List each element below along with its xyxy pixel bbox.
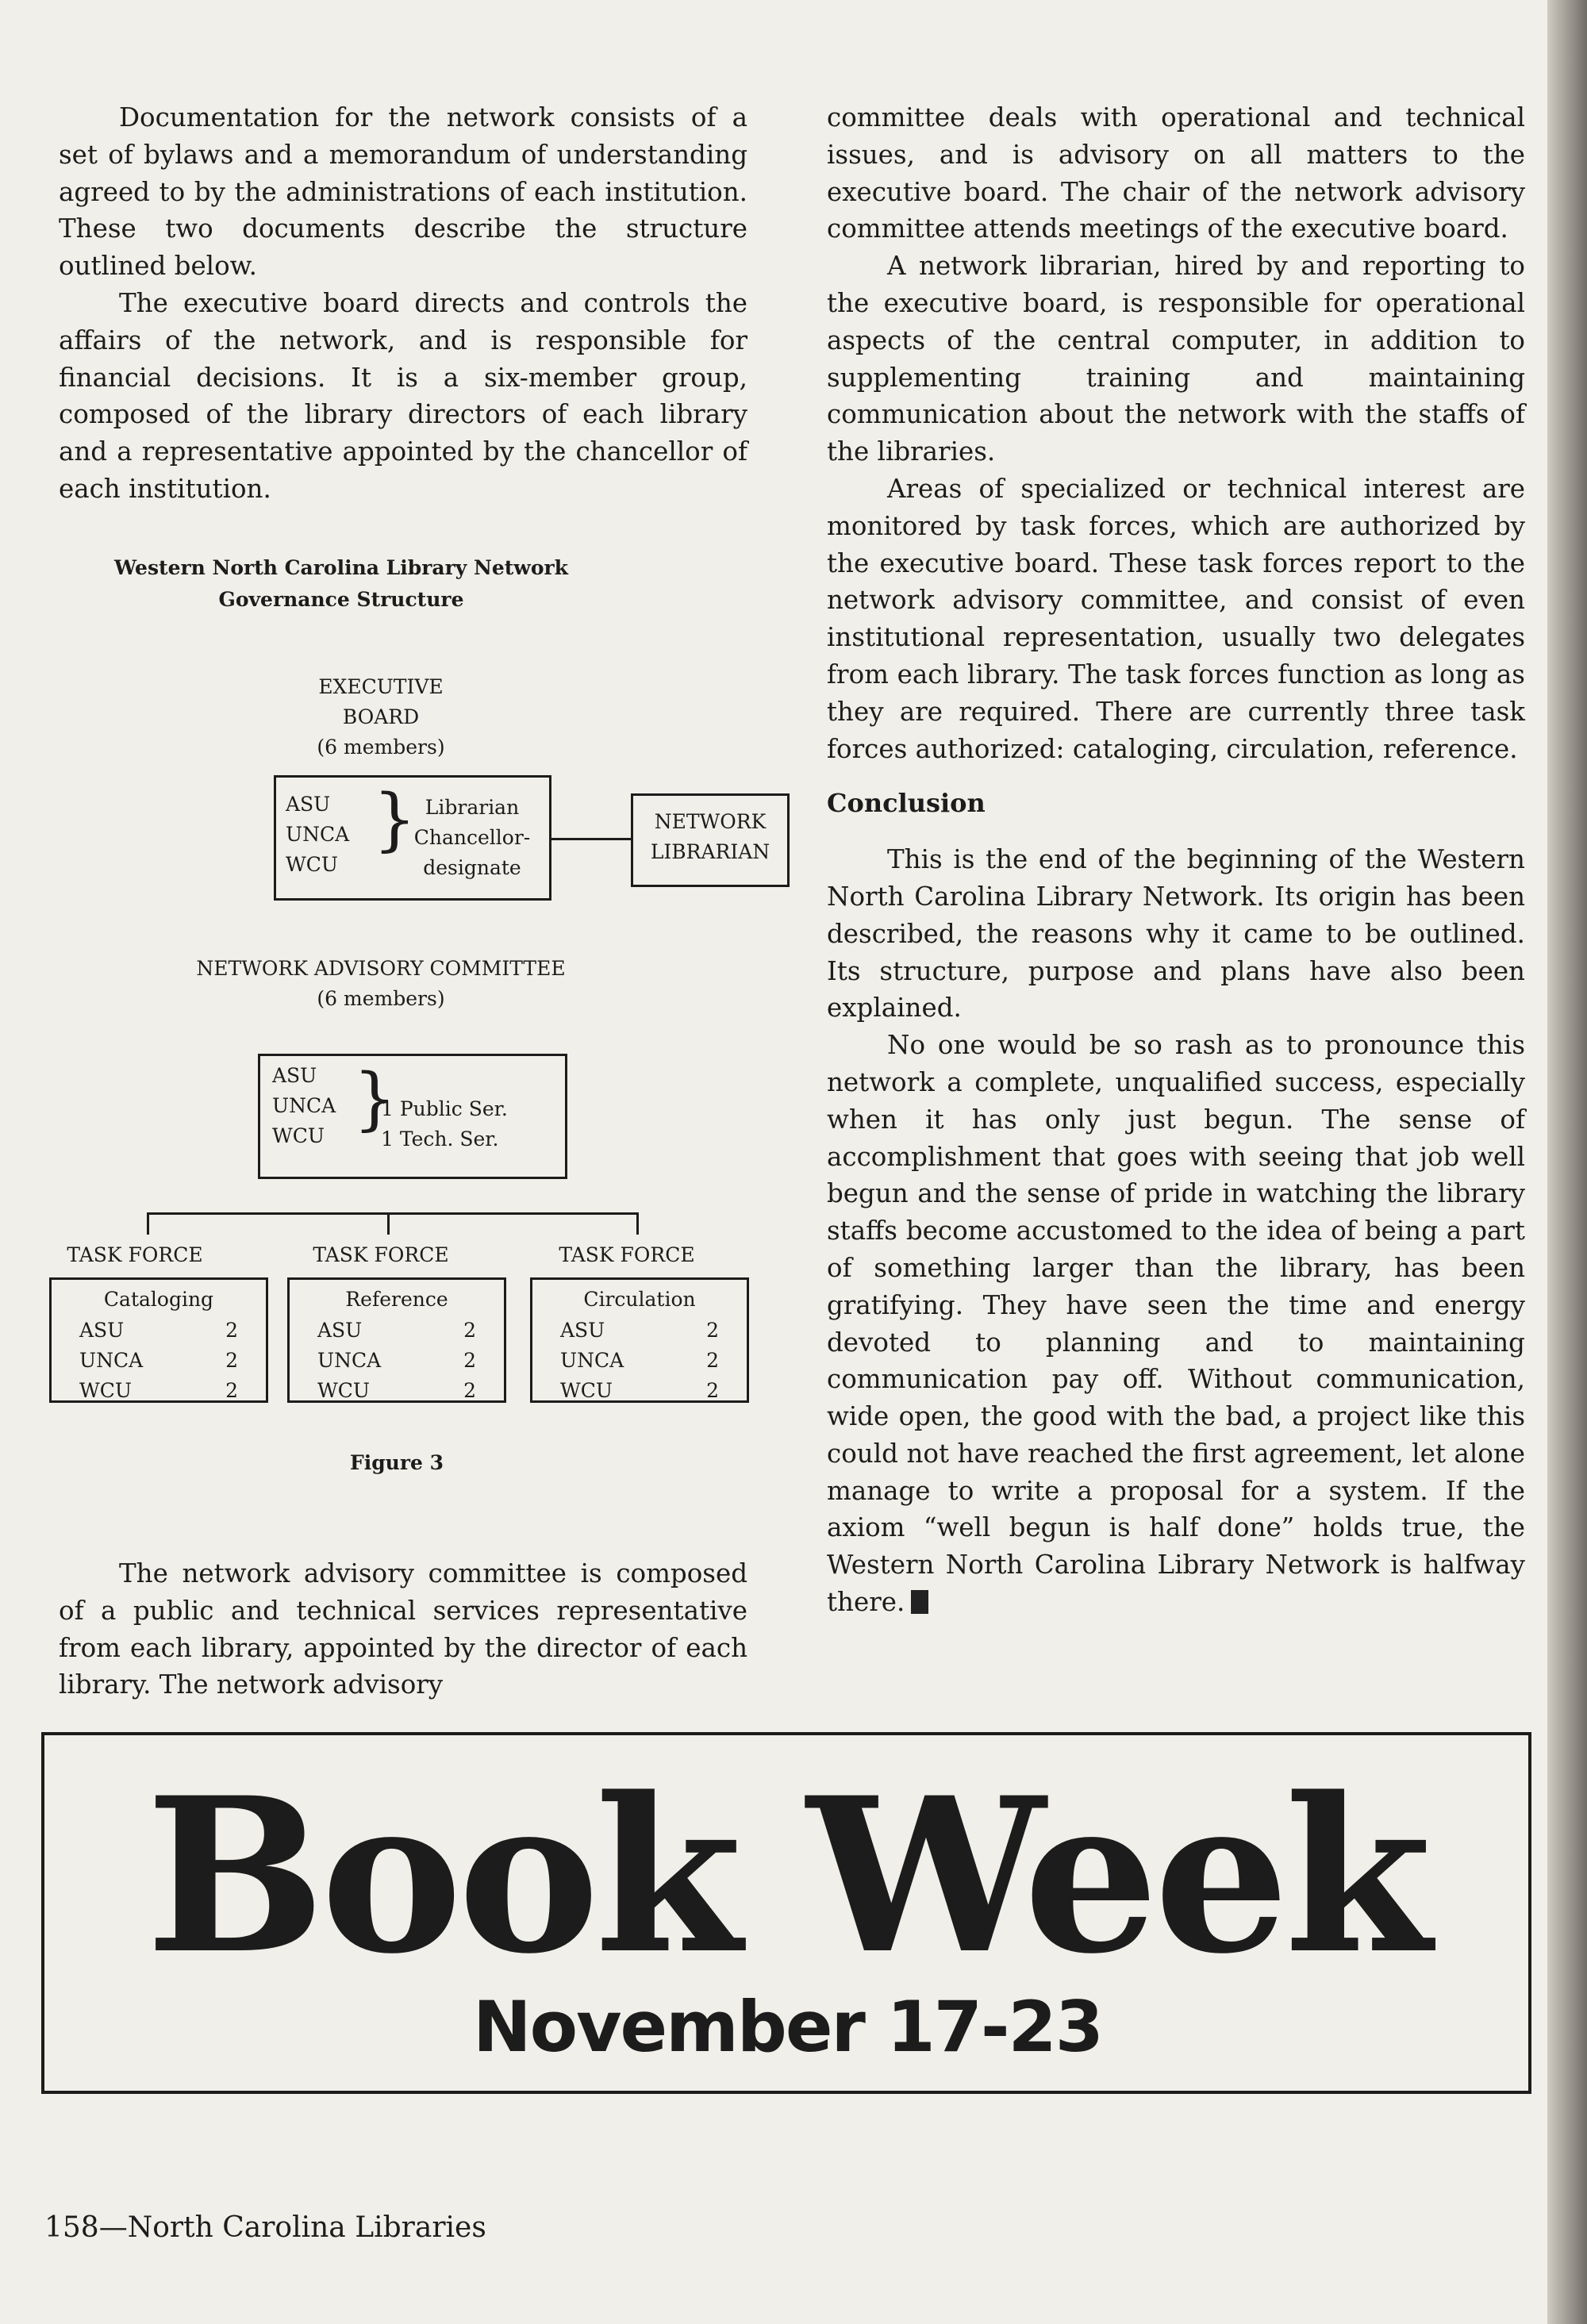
task-force-count: 2 [225, 1349, 238, 1372]
task-force-name-2: Reference [345, 1288, 448, 1311]
advisory-role-1: 1 Public Ser. [381, 1097, 508, 1120]
advisory-inst-1: ASU [272, 1064, 317, 1087]
banner-date: November 17-23 [473, 1986, 1103, 2068]
network-librarian-line-2: LIBRARIAN [650, 840, 770, 863]
exec-inst-2: UNCA [286, 823, 350, 846]
left-column [59, 99, 747, 508]
task-force-count: 2 [706, 1379, 719, 1402]
page-edge-shadow [1547, 0, 1587, 2324]
task-force-label-3: TASK FORCE [559, 1243, 695, 1266]
task-force-row [317, 1316, 476, 1346]
governance-diagram [48, 555, 770, 1523]
right-paragraph-2: A network librarian, hired by and reporting to the executive board, is responsible for operational aspects of the central computer, in addition to supplementing training and maintaining communication about the network with the staffs of the libraries. [827, 251, 1525, 467]
right-paragraph-5 [827, 1027, 1525, 1621]
exec-role-3: designate [423, 856, 521, 879]
task-force-inst: WCU [79, 1379, 132, 1402]
advisory-inst-3: WCU [272, 1124, 325, 1147]
task-force-connector-left [147, 1212, 149, 1235]
task-force-connector-middle [387, 1212, 390, 1235]
right-paragraph-5-text: No one would be so rash as to pronounce this network a complete, unqualified success, especially when it has only just begun. The sense of accomplishment that goes with seeing that job well begun and the sense of pride in watching the library staffs become accustomed to the idea of being a part of something larger than the library, has been gratifying. They have seen the time and energy devoted to planning and to maintaining communication pay off. Without communication, wide open, the good with the bad, a project like this could not have reached the first agreement, let alone manage to write a proposal for a system. If the axiom “well begun is half done” holds true, the Western North Carolina Library Network is halfway there. [827, 1030, 1525, 1618]
left-bottom-text [59, 1555, 747, 1704]
right-paragraph-3: Areas of specialized or technical interest are monitored by task forces, which are authorized by the executive board. These task forces report to the network advisory committee, and consist of even institutional representation, usually two delegates from each library. The task forces function as long as they are required. There are currently three task forces authorized: cataloging, circulation, reference. [827, 473, 1525, 764]
conclusion-heading: Conclusion [827, 788, 986, 819]
task-force-row [560, 1316, 719, 1346]
exec-role-1: Librarian [425, 796, 520, 819]
exec-role-2: Chancellor- [413, 826, 531, 849]
task-force-row [317, 1346, 476, 1376]
task-force-label-1: TASK FORCE [67, 1243, 203, 1266]
task-force-row [560, 1346, 719, 1376]
left-paragraph-2: The executive board directs and controls the affairs of the network, and is responsible for financial decisions. It is a six-member group, composed of the library directors of each library and a representative appointed by the chancellor of each institution. [59, 287, 747, 504]
right-column [827, 99, 1525, 1621]
exec-board-line-1: EXECUTIVE [318, 675, 444, 698]
task-force-count: 2 [706, 1319, 719, 1342]
task-force-row [560, 1376, 719, 1406]
task-force-count: 2 [706, 1349, 719, 1372]
left-paragraph-1: Documentation for the network consists of a set of bylaws and a memorandum of understanding agreed to by the administrations of each institution. These two documents describe the structure outlined below. [59, 102, 747, 282]
task-force-inst: UNCA [79, 1349, 144, 1372]
left-bottom-paragraph: The network advisory committee is composed of a public and technical services representative from each library, appointed by the director of each library. The network advisory [59, 1558, 747, 1700]
right-paragraph-4: This is the end of the beginning of the Western North Carolina Library Network. Its origin has been described, the reasons why it came to be outlined. Its structure, purpose and plans have also been explained. [827, 844, 1525, 1024]
exec-brace-icon: } [373, 780, 417, 859]
exec-board-line-3: (6 members) [317, 736, 445, 759]
exec-inst-3: WCU [286, 853, 338, 876]
task-force-row [317, 1376, 476, 1406]
figure-caption: Figure 3 [349, 1451, 444, 1474]
task-force-row [79, 1316, 238, 1346]
task-force-inst: UNCA [317, 1349, 382, 1372]
task-force-inst: WCU [317, 1379, 370, 1402]
task-force-count: 2 [463, 1379, 476, 1402]
exec-to-librarian-connector [551, 838, 631, 840]
task-force-count: 2 [463, 1349, 476, 1372]
task-force-connector-right [636, 1212, 639, 1235]
task-force-name-1: Cataloging [103, 1288, 214, 1311]
figure-title-line-1: Western North Carolina Library Network [114, 556, 568, 579]
exec-inst-1: ASU [286, 793, 331, 816]
end-of-article-icon [911, 1590, 928, 1614]
advisory-line-2: (6 members) [317, 987, 445, 1010]
network-librarian-line-1: NETWORK [654, 810, 767, 833]
task-force-inst: ASU [79, 1319, 125, 1342]
task-force-inst: WCU [560, 1379, 613, 1402]
task-force-count: 2 [225, 1319, 238, 1342]
task-force-name-3: Circulation [583, 1288, 696, 1311]
task-force-connector-bar [147, 1212, 639, 1215]
task-force-inst: ASU [317, 1319, 363, 1342]
task-force-inst: ASU [560, 1319, 605, 1342]
task-force-count: 2 [225, 1379, 238, 1402]
exec-board-line-2: BOARD [342, 705, 420, 728]
task-force-inst: UNCA [560, 1349, 624, 1372]
task-force-row [79, 1346, 238, 1376]
banner-title: Book Week [145, 1751, 1428, 2001]
advisory-role-2: 1 Tech. Ser. [381, 1127, 499, 1150]
advisory-line-1: NETWORK ADVISORY COMMITTEE [196, 957, 566, 980]
task-force-row [79, 1376, 238, 1406]
task-force-count: 2 [463, 1319, 476, 1342]
task-force-label-2: TASK FORCE [313, 1243, 449, 1266]
advisory-brace-icon: } [353, 1059, 397, 1139]
figure-title-line-2: Governance Structure [218, 588, 464, 611]
book-week-banner [41, 1732, 1531, 2094]
advisory-inst-2: UNCA [272, 1094, 336, 1117]
page-footer: 158—North Carolina Libraries [44, 2211, 486, 2244]
right-paragraph-1: committee deals with operational and technical issues, and is advisory on all matters to the executive board. The chair of the network advisory committee attends meetings of the executive board. [827, 102, 1525, 244]
